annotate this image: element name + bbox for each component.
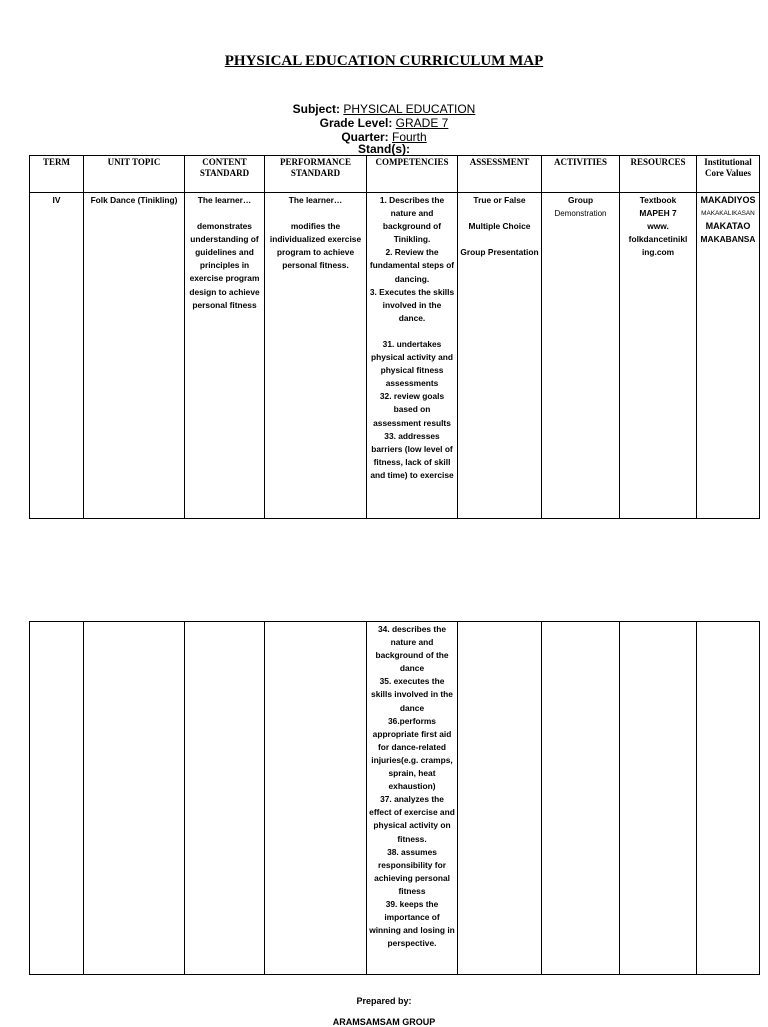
- content-standard-body: demonstrates understanding of guidelines and principles in exercise program design to achieve personal fitness: [189, 221, 260, 310]
- subject-value: PHYSICAL EDUCATION: [343, 102, 476, 116]
- competency-item: 1. Describes the nature and background of Tinikling.: [379, 195, 445, 245]
- competency-item: 39. keeps the importance of winning and losing in perspective.: [369, 898, 455, 949]
- competency-item: 2. Review the fundamental steps of dancing.: [369, 247, 455, 284]
- term-cell: IV: [30, 193, 84, 519]
- header-performance-standard: PERFORMANCE STANDARD: [265, 156, 367, 193]
- performance-standard-intro: The learner…: [288, 195, 343, 205]
- header-assessment: ASSESSMENT: [458, 156, 542, 193]
- stands-label: Stand(s):: [358, 142, 410, 156]
- competency-item: 34. describes the nature and background of the dance: [375, 624, 449, 674]
- unit-topic-cell-empty: [84, 622, 185, 975]
- assessment-cell-empty: [458, 622, 542, 975]
- core-value: MAKAKALIKASAN: [701, 210, 755, 218]
- header-resources: RESOURCES: [620, 156, 697, 193]
- term-cell-empty: [30, 622, 84, 975]
- performance-standard-cell: [265, 193, 367, 519]
- table-row: [30, 622, 760, 975]
- document-title: PHYSICAL EDUCATION CURRICULUM MAP: [224, 53, 544, 69]
- activities-cell-empty: [542, 622, 620, 975]
- quarter-value: Fourth: [392, 130, 427, 144]
- content-standard-intro: The learner…: [197, 195, 252, 205]
- resources-cell: [620, 193, 697, 519]
- content-standard-cell-empty: [185, 622, 265, 975]
- competency-spacer: [369, 325, 455, 338]
- competency-item: 31. undertakes physical activity and physical fitness assessments: [371, 338, 453, 389]
- competency-item: 33. addresses barriers (low level of fitness, lack of skill and time) to exercise: [370, 430, 454, 480]
- subject-line: [0, 102, 768, 116]
- unit-topic-cell: Folk Dance (Tinikling): [84, 193, 185, 519]
- quarter-label: Quarter:: [341, 130, 389, 144]
- header-competencies: COMPETENCIES: [367, 156, 458, 193]
- competency-item: 38. assumes responsibility for achieving personal fitness: [374, 846, 450, 896]
- assessment-item: True or False: [473, 195, 526, 205]
- competency-item: 36.performs appropriate first aid for dance-related injuries(e.g. cramps, sprain, heat exhaustion): [371, 715, 453, 792]
- core-values-cell-empty: [697, 622, 760, 975]
- resources-cell-empty: [620, 622, 697, 975]
- header-content-standard: CONTENT STANDARD: [185, 156, 265, 193]
- header-activities: ACTIVITIES: [542, 156, 620, 193]
- competency-item: 32. review goals based on assessment results: [373, 391, 451, 428]
- header-unit-topic: UNIT TOPIC: [84, 156, 185, 193]
- grade-label: Grade Level:: [319, 116, 393, 130]
- competencies-cell: [367, 622, 458, 975]
- assessment-item: Multiple Choice: [468, 221, 531, 232]
- assessment-item: Group Presentation: [460, 247, 539, 258]
- activities-cell: [542, 193, 620, 519]
- curriculum-table-page2: [29, 621, 760, 975]
- resource-item: MAPEH 7: [639, 208, 677, 219]
- core-values-cell: [697, 193, 760, 519]
- grade-value: GRADE 7: [395, 116, 449, 130]
- header-core-values: Institutional Core Values: [697, 156, 760, 193]
- competencies-cell: [367, 193, 458, 519]
- resource-item: folkdancetinikl: [628, 234, 688, 245]
- competency-item: 37. analyzes the effect of exercise and physical activity on fitness.: [369, 794, 455, 844]
- performance-standard-cell-empty: [265, 622, 367, 975]
- competency-item: 3. Executes the skills involved in the dance.: [369, 286, 455, 323]
- activity-item: Group: [567, 195, 594, 205]
- competency-item: 35. executes the skills involved in the dance: [371, 676, 453, 713]
- curriculum-table-page1: [29, 155, 760, 519]
- core-value: MAKATAO: [705, 221, 751, 232]
- resource-item: www.: [647, 221, 669, 232]
- subject-label: Subject:: [292, 102, 340, 116]
- content-standard-cell: [185, 193, 265, 519]
- core-value: MAKADIYOS: [700, 195, 756, 205]
- core-value: MAKABANSA: [700, 234, 756, 245]
- header-row: [30, 156, 760, 193]
- header-term: TERM: [30, 156, 84, 193]
- activity-item: Demonstration: [554, 209, 607, 219]
- grade-line: [0, 116, 768, 130]
- performance-standard-body: modifies the individualized exercise program to achieve personal fitness.: [269, 221, 362, 271]
- prepared-by-label: Prepared by:: [356, 996, 412, 1006]
- prepared-by-group: ARAMSAMSAM GROUP: [332, 1017, 436, 1027]
- table-row: [30, 193, 760, 519]
- assessment-cell: [458, 193, 542, 519]
- resource-item: Textbook: [639, 195, 677, 205]
- stands-line: [0, 142, 768, 156]
- resource-item: ing.com: [641, 247, 675, 258]
